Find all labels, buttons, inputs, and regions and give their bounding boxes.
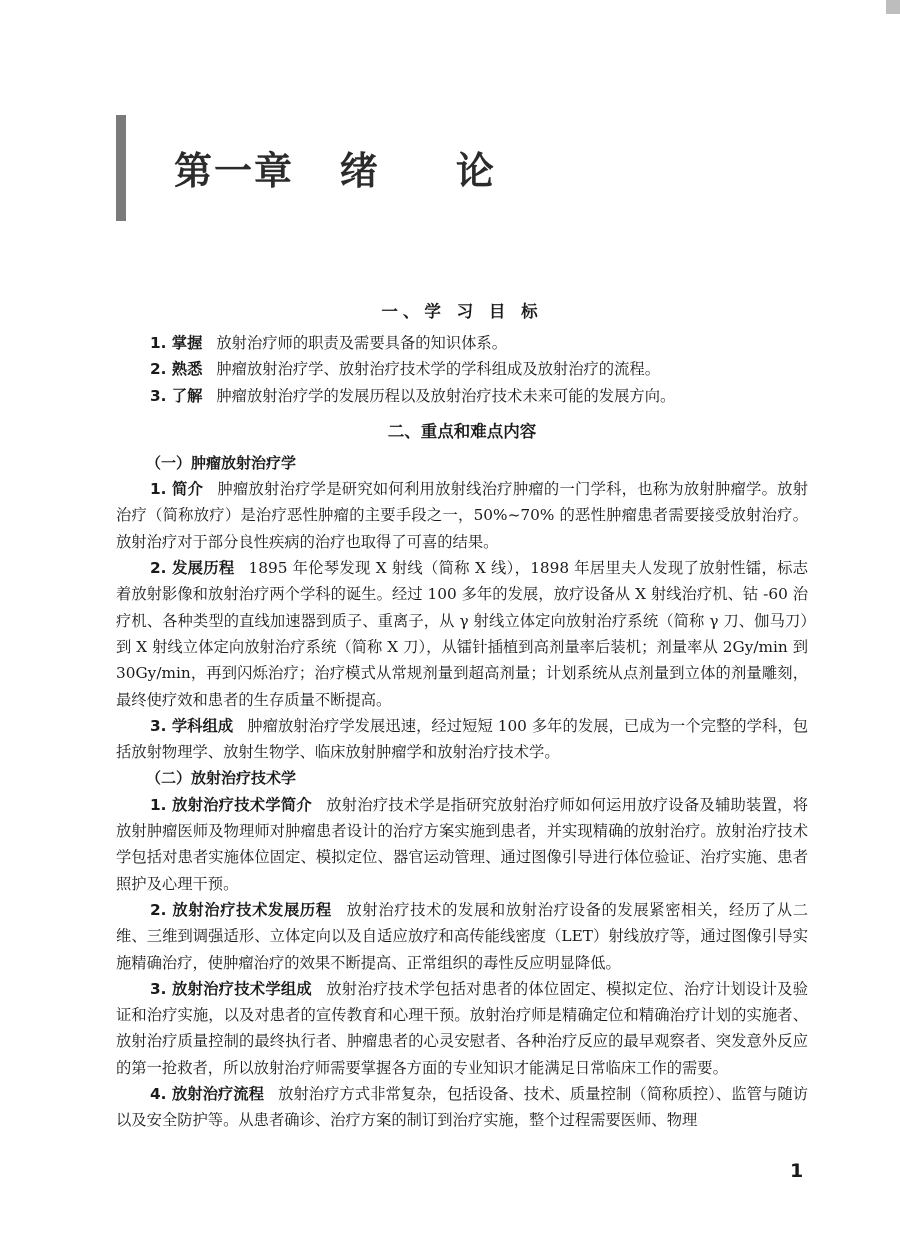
section-heading-objectives: 一、学 习 目 标 <box>381 302 543 321</box>
objective-item <box>116 383 808 409</box>
paragraph <box>116 792 808 897</box>
paragraph-term: 2. 发展历程 <box>150 559 235 578</box>
paragraph-text: 肿瘤放射治疗学是研究如何利用放射线治疗肿瘤的一门学科，也称为放射肿瘤学。放射治疗（简称放疗）是治疗恶性肿瘤的主要手段之一，50%~70% 的恶性肿瘤患者需要接受放射治疗。放射治疗对于部分良性疾病的治疗也取得了可喜的结果。 <box>116 480 808 551</box>
paragraph <box>116 897 808 976</box>
paragraph-term: 3. 放射治疗技术学组成 <box>150 979 312 998</box>
paragraph-text: 1895 年伦琴发现 X 射线（简称 X 线），1898 年居里夫人发现了放射性镭，标志着放射影像和放射治疗两个学科的诞生。经过 100 多年的发展，放疗设备从 X 射线治疗机、钴 -60 治疗机、各种类型的直线加速器到质子、重离子，从 γ 射线立体定向放射治疗系统（简称 γ 刀、伽马刀）到 X 射线立体定向放射治疗系统（简称 X 刀），从镭针插植到高剂量率后装机；剂量率从 2Gy/min 到 30Gy/min，再到闪烁治疗；治疗模式从常规剂量到超高剂量；计划系统从点剂量到立体的剂量雕刻，最终使疗效和患者的生存质量不断提高。 <box>116 559 809 709</box>
paragraph-term: 3. 学科组成 <box>150 716 234 735</box>
subheading-radiotherapy-technology: （二）放射治疗技术学 <box>146 769 297 788</box>
paragraph <box>116 713 808 766</box>
paragraph <box>116 976 808 1081</box>
paragraph-term: 2. 放射治疗技术发展历程 <box>150 900 332 919</box>
paragraph-text: 肿瘤放射治疗学发展迅速，经过短短 100 多年的发展，已成为一个完整的学科，包括放射物理学、放射生物学、临床放射肿瘤学和放射治疗技术学。 <box>116 716 808 762</box>
page-content <box>116 293 808 1134</box>
objective-item <box>116 356 808 382</box>
paragraph-term: 4. 放射治疗流程 <box>150 1085 265 1104</box>
paragraph <box>116 555 808 713</box>
objective-item <box>116 330 808 356</box>
objective-label: 1. 掌握 <box>150 334 203 352</box>
objective-text: 肿瘤放射治疗学、放射治疗技术学的学科组成及放射治疗的流程。 <box>216 360 660 379</box>
paragraph <box>116 476 808 555</box>
chapter-title: 第一章 绪 论 <box>174 149 496 193</box>
paragraph-text: 放射治疗方式非常复杂，包括设备、技术、质量控制（简称质控）、监管与随访以及安全防护等。从患者确诊、治疗方案的制订到治疗实施，整个过程需要医师、物理 <box>116 1085 808 1130</box>
objective-text: 肿瘤放射治疗学的发展历程以及放射治疗技术未来可能的发展方向。 <box>216 386 676 405</box>
paragraph-term: 1. 放射治疗技术学简介 <box>150 795 312 814</box>
objective-label: 3. 了解 <box>150 386 203 405</box>
paragraph <box>116 1081 808 1134</box>
chapter-accent-bar <box>116 115 126 221</box>
paragraph-text: 放射治疗技术的发展和放射治疗设备的发展紧密相关，经历了从二维、三维到调强适形、立体定向以及自适应放疗和高传能线密度（LET）射线放疗等，通过图像引导实施精确治疗，使肿瘤治疗的效果不断提高、正常组织的毒性反应明显降低。 <box>116 900 808 972</box>
subheading-radiation-oncology: （一）肿瘤放射治疗学 <box>146 453 297 472</box>
paragraph-text: 放射治疗技术学是指研究放射治疗师如何运用放疗设备及辅助装置，将放射肿瘤医师及物理师对肿瘤患者设计的治疗方案实施到患者，并实现精确的放射治疗。放射治疗技术学包括对患者实施体位固定、模拟定位、器官运动管理、通过图像引导进行体位验证、治疗实施、患者照护及心理干预。 <box>116 795 808 893</box>
objective-text: 放射治疗师的职责及需要具备的知识体系。 <box>216 334 508 352</box>
section-heading-key-content: 二、重点和难点内容 <box>387 421 537 441</box>
page-corner-mark <box>886 0 900 14</box>
objective-label: 2. 熟悉 <box>150 360 203 379</box>
paragraph-term: 1. 简介 <box>150 480 204 499</box>
paragraph-text: 放射治疗技术学包括对患者的体位固定、模拟定位、治疗计划设计及验证和治疗实施，以及对患者的宣传教育和心理干预。放射治疗师是精确定位和精确治疗计划的实施者、放射治疗质量控制的最终执行者、肿瘤患者的心灵安慰者、各种治疗反应的最早观察者、突发意外反应的第一抢救者，所以放射治疗师需要掌握各方面的专业知识才能满足日常临床工作的需要。 <box>116 979 808 1077</box>
page-number: 1 <box>790 1160 804 1182</box>
